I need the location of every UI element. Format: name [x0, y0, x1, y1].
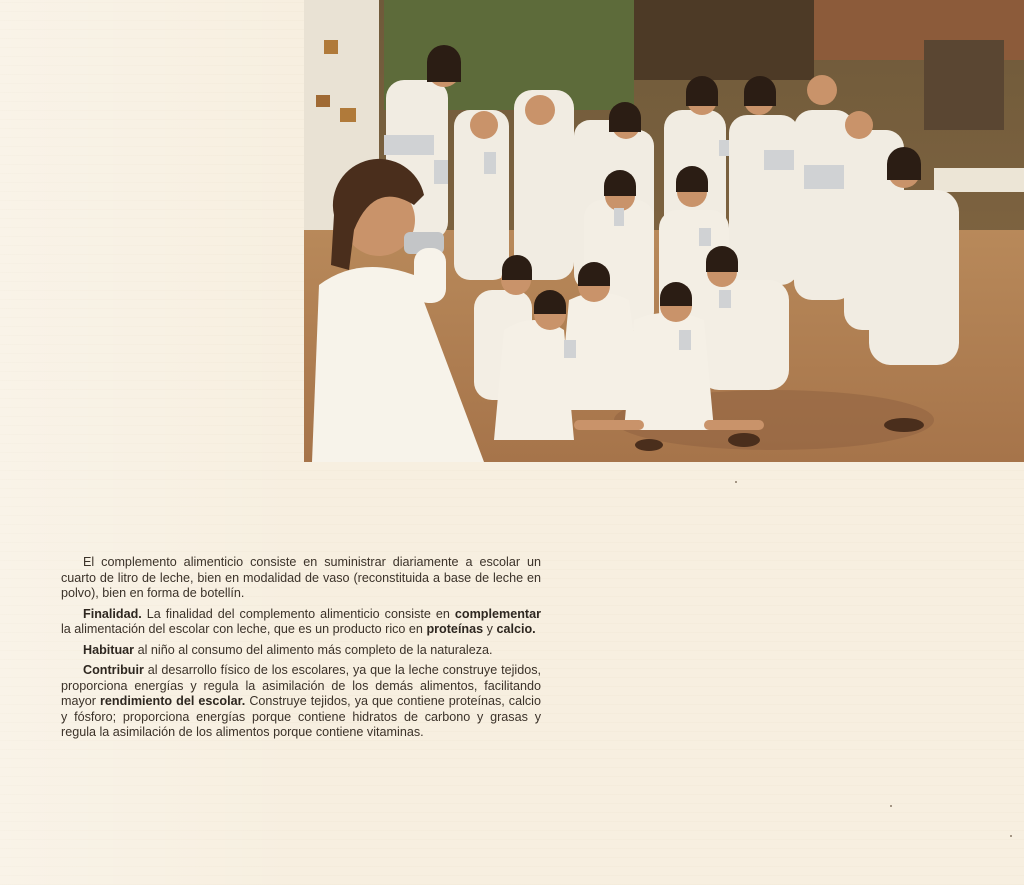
text-run: la alimentación del escolar con leche, que es un producto rico en: [61, 622, 427, 636]
text-run: y: [483, 622, 497, 636]
text-run: Construye tejidos, ya que contiene proteínas, calcio y fósforo; proporciona energías porque contiene hidratos de carbono y grasas y regula la asimilación de los alimentos porque contiene vitaminas.: [61, 694, 541, 739]
paper-speck: [1010, 835, 1012, 837]
text-run: al desarrollo físico de los escolares, ya que la leche construye tejidos, proporciona energías y regula la asimilación de los demás alimentos, facilitando mayor: [61, 663, 541, 708]
bold-term: calcio.: [496, 622, 536, 636]
bold-term: Habituar: [83, 642, 135, 657]
text-run: al niño al consumo del alimento más completo de la naturaleza.: [134, 642, 493, 657]
bold-term: proteínas: [426, 622, 484, 636]
school-children-drinking-milk-photo: [304, 0, 1024, 462]
bold-term: complementar: [454, 606, 541, 621]
paragraph-intro: [61, 555, 541, 602]
paper-speck: [890, 805, 892, 807]
paragraph-habituar: [61, 643, 541, 659]
paragraph-contribuir: [61, 663, 541, 741]
bold-term: rendimiento del escolar.: [100, 694, 246, 708]
paragraph-finalidad: [61, 607, 541, 638]
bold-term: Finalidad.: [83, 606, 142, 621]
text-run: El complemento alimenticio consiste en suministrar diariamente a escolar un cuarto de litro de leche, bien en modalidad de vaso (reconstituida a base de leche en polvo), bien en forma de botellín.: [61, 555, 541, 600]
paper-speck: [735, 481, 737, 483]
bold-term: Contribuir: [83, 663, 144, 677]
text-run: La finalidad del complemento alimenticio consiste en: [141, 606, 455, 621]
body-text: [61, 555, 541, 746]
